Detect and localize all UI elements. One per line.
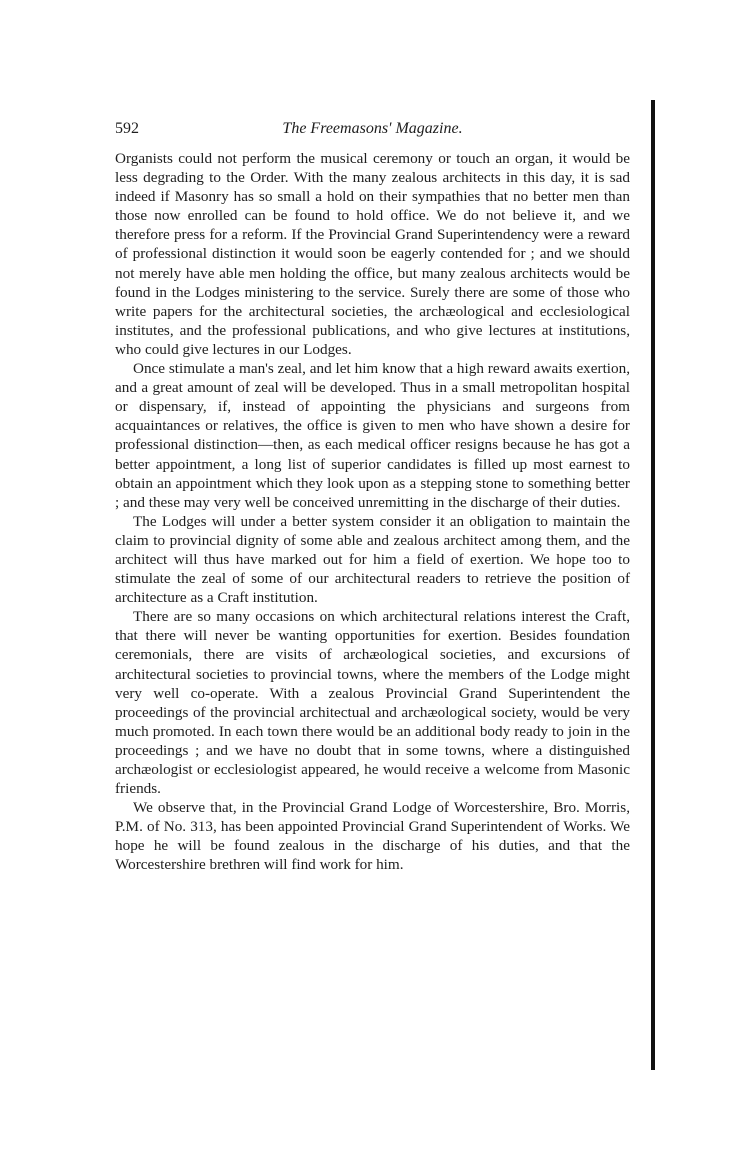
paragraph: We observe that, in the Provincial Grand Lodge of Worcestershire, Bro. Morris, P.M. of No. 313, has been appointed Provincial Grand Superintendent of Works. We hope he will be found zealous in the discharge of his duties, and that the Worcestershire brethren will find work for him. [115, 799, 630, 874]
paragraph: Organists could not perform the musical ceremony or touch an organ, it would be less degrading to the Order. With the many zealous architects in this day, it is sad indeed if Masonry has so small a hold on their sympathies that no better men than those now enrolled can be found to hold office. We do not believe it, and we therefore press for a reform. If the Provincial Grand Superintendency were a reward of professional distinction it would soon be eagerly contended for ; and we should not merely have able men holding the office, but many zealous architects would be found in the Lodges ministering to the service. Surely there are some of those who write papers for the architectural societies, the archæological and ecclesiological institutes, and the professional publications, and who give lectures at institutions, who could give lectures in our Lodges. [115, 150, 630, 358]
paragraph: The Lodges will under a better system consider it an obligation to maintain the claim to provincial dignity of some able and zealous architect among them, and the architect will thus have marked out for him a field of exertion. We hope too to stimulate the zeal of some of our architectural readers to retrieve the position of architecture as a Craft institution. [115, 512, 630, 607]
vertical-column-rule [651, 100, 655, 1070]
running-title: The Freemasons' Magazine. [282, 120, 463, 137]
paragraph: There are so many occasions on which architectural relations interest the Craft, that there will never be wanting opportunities for exertion. Besides foundation ceremonials, there are visits of archæological societies, and excursions of architectural societies to provincial towns, where the members of the Lodge might very well co-operate. With a zealous Provincial Grand Superintendent the proceedings of the provincial architectual and archæological society, would be very much promoted. In each town there would be an additional body ready to join in the proceedings ; and we have no doubt that in some towns, where a distinguished archæologist or ecclesiologist appeared, he would receive a welcome from Masonic friends. [115, 608, 630, 798]
page-number: 592 [115, 120, 139, 137]
page-header [115, 118, 630, 140]
paragraph: Once stimulate a man's zeal, and let him know that a high reward awaits exertion, and a great amount of zeal will be developed. Thus in a small metropolitan hospital or dispensary, if, instead of appointing the physicians and surgeons from acquaintances or relatives, the office is given to men who have shown a desire for professional distinction—then, as each medical officer resigns because he has got a better appointment, a long list of superior candidates is filled up most earnest to obtain an appointment which they look upon as a stepping stone to something better ; and these may very well be conceived unremitting in the discharge of their duties. [115, 360, 630, 511]
article-body [115, 149, 630, 875]
